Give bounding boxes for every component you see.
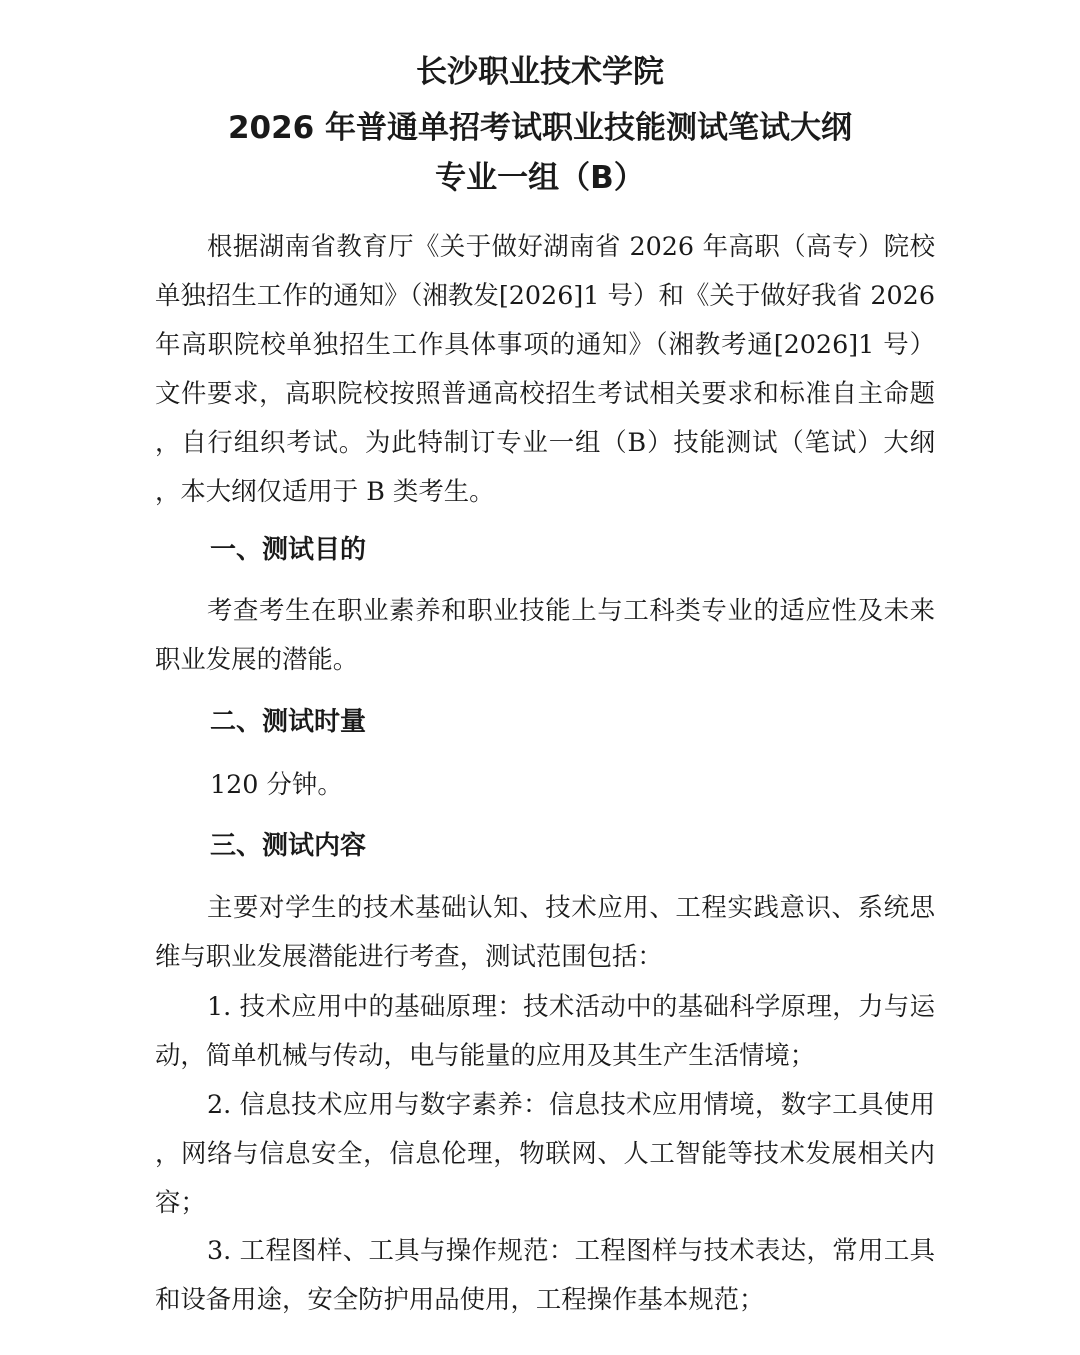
section-heading-content: 三、测试内容	[210, 831, 367, 861]
section-body-content: 主要对学生的技术基础认知、技术应用、工程实践意识、系统思维与职业发展潜能进行考查，测试范围包括：	[155, 892, 935, 971]
section-heading-purpose: 一、测试目的	[210, 535, 367, 565]
content-list-item: 2. 信息技术应用与数字素养：信息技术应用情境，数字工具使用，网络与信息安全，信息伦理，物联网、人工智能等技术发展相关内容；	[155, 1089, 935, 1217]
content-list-item: 1. 技术应用中的基础原理：技术活动中的基础科学原理，力与运动，简单机械与传动，电与能量的应用及其生产生活情境；	[155, 991, 935, 1070]
document-title-exam: 2026 年普通单招考试职业技能测试笔试大纲	[227, 110, 853, 146]
content-list-item: 3. 工程图样、工具与操作规范：工程图样与技术表达，常用工具和设备用途，安全防护用品使用，工程操作基本规范；	[155, 1235, 935, 1314]
document-title-school: 长沙职业技术学院	[416, 54, 664, 90]
intro-paragraph: 根据湖南省教育厅《关于做好湖南省 2026 年高职（高专）院校单独招生工作的通知》（湘教发[2026]1 号）和《关于做好我省 2026 年高职院校单独招生工作具体事项的通知》（湘教考通[2026]1 号）文件要求，高职院校按照普通高校招生考试相关要求和标准自主命题，自行组织考试。为此特制订专业一组（B）技能测试（笔试）大纲，本大纲仅适用于 B 类考生。	[155, 231, 935, 506]
section-body-purpose: 考查考生在职业素养和职业技能上与工科类专业的适应性及未来职业发展的潜能。	[155, 595, 935, 674]
section-body-duration: 120 分钟。	[210, 769, 343, 799]
section-heading-duration: 二、测试时量	[210, 707, 367, 737]
document-title-group: 专业一组（B）	[435, 160, 645, 196]
